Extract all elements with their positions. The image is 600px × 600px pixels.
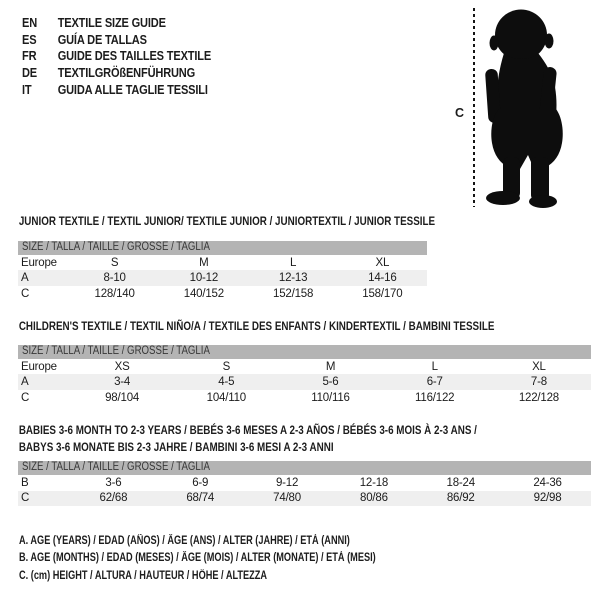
junior-textile-section	[18, 213, 436, 301]
table-cell: 68/74	[186, 492, 215, 505]
height-measure-dotted-line	[473, 8, 475, 207]
lang-code: EN	[22, 14, 38, 30]
lang-text: GUÍA DE TALLAS	[57, 31, 147, 47]
table-cell: 18-24	[446, 476, 475, 489]
language-header	[22, 14, 244, 98]
table-row	[18, 359, 591, 375]
table-title: BABYS 3-6 MONATE BIS 2-3 JAHRE / BAMBINI 3-6 MESI A 2-3 ANNI	[18, 440, 334, 455]
table-cell: S	[222, 360, 231, 373]
table-cell: 62/68	[99, 492, 128, 505]
table-cell: 80/86	[360, 492, 388, 505]
table-cell: L	[431, 360, 438, 373]
table-cell: 158/170	[362, 287, 403, 300]
lang-text: TEXTILE SIZE GUIDE	[57, 14, 166, 30]
lang-code: IT	[22, 82, 32, 98]
size-table	[18, 241, 427, 301]
table-cell: M	[325, 360, 336, 373]
table-cell: 74/80	[273, 492, 301, 505]
height-label-c: C	[455, 106, 465, 120]
row-label: B	[21, 476, 29, 489]
table-cell: 86/92	[446, 492, 475, 505]
lang-text: GUIDA ALLE TAGLIE TESSILI	[57, 82, 208, 98]
table-cell: 110/116	[311, 391, 350, 404]
table-cell: 140/152	[183, 287, 224, 300]
footnote-b: B. AGE (MONTHS) / EDAD (MESES) / ÂGE (MOIS) / ALTER (MONATE) / ETÀ (MESI)	[19, 552, 376, 565]
table-cell: 12-18	[359, 476, 389, 489]
table-cell: 98/104	[105, 391, 140, 404]
table-row	[18, 491, 591, 507]
table-row	[18, 374, 591, 390]
row-label: Europe	[21, 360, 57, 373]
lang-code: ES	[22, 31, 37, 47]
row-label: C	[21, 287, 30, 300]
table-title: CHILDREN'S TEXTILE / TEXTIL NIÑO/A / TEXTILE DES ENFANTS / KINDERTEXTIL / BAMBINI TESSILE	[18, 319, 495, 333]
table-cell: 4-5	[218, 376, 235, 389]
baby-silhouette-image	[482, 9, 574, 209]
size-header-bar	[18, 241, 427, 255]
table-cell: XL	[375, 256, 390, 269]
table-row	[18, 270, 427, 286]
table-cell: 6-7	[426, 376, 443, 389]
row-label: A	[21, 272, 29, 285]
table-title: JUNIOR TEXTILE / TEXTIL JUNIOR/ TEXTILE JUNIOR / JUNIORTEXTIL / JUNIOR TESSILE	[18, 214, 436, 228]
lang-code: FR	[22, 48, 37, 64]
lang-text: GUIDE DES TAILLES TEXTILE	[57, 48, 212, 64]
size-header-label: SIZE / TALLA / TAILLE / GRÖSSE / TAGLIA	[22, 461, 210, 474]
footnotes	[19, 533, 465, 585]
table-cell: S	[110, 256, 119, 269]
lang-code: DE	[22, 65, 38, 81]
table-cell: L	[290, 256, 297, 269]
table-cell: 122/128	[518, 391, 559, 404]
table-row	[18, 475, 591, 491]
table-cell: XS	[114, 360, 130, 373]
row-label: C	[21, 391, 30, 404]
lang-row-en	[22, 14, 211, 31]
size-table	[18, 461, 591, 506]
table-cell: 7-8	[530, 376, 547, 389]
footnote-c: C. (cm) HEIGHT / ALTURA / HAUTEUR / HÖHE / ALTEZZA	[19, 569, 268, 582]
size-header-bar	[18, 461, 591, 475]
table-cell: 12-13	[278, 272, 308, 285]
table-cell: 104/110	[206, 391, 246, 404]
table-cell: 3-4	[114, 376, 131, 389]
row-label: Europe	[21, 256, 57, 269]
table-cell: M	[199, 256, 209, 269]
lang-row-it	[22, 81, 211, 98]
footnote-a: A. AGE (YEARS) / EDAD (AÑOS) / ÂGE (ANS) / ALTER (JAHRE) / ETÀ (ANNI)	[19, 535, 350, 547]
babies-textile-section	[18, 422, 591, 506]
table-cell: 5-6	[322, 376, 339, 389]
table-cell: 14-16	[368, 272, 397, 285]
lang-row-fr	[22, 48, 211, 65]
table-row	[18, 390, 591, 406]
row-label: A	[21, 376, 29, 389]
lang-row-es	[22, 31, 211, 48]
lang-row-de	[22, 64, 211, 81]
table-row	[18, 255, 427, 271]
table-cell: 10-12	[189, 272, 219, 285]
row-label: C	[21, 492, 30, 505]
table-cell: 116/122	[415, 391, 455, 404]
size-header-bar	[18, 345, 591, 359]
table-cell: 6-9	[192, 476, 209, 489]
table-cell: 3-6	[105, 476, 122, 489]
size-header-label: SIZE / TALLA / TAILLE / GRÖSSE / TAGLIA	[22, 345, 210, 358]
table-title: BABIES 3-6 MONTH TO 2-3 YEARS / BEBÉS 3-6 MESES A 2-3 AÑOS / BÉBÉS 3-6 MOIS À 2-3 ANS /	[18, 423, 477, 437]
table-cell: 92/98	[533, 492, 562, 505]
lang-text: TEXTILGRÖßENFÜHRUNG	[57, 65, 196, 81]
children-textile-section	[18, 318, 591, 405]
size-table	[18, 345, 591, 405]
table-cell: 9-12	[275, 476, 299, 489]
size-header-label: SIZE / TALLA / TAILLE / GRÖSSE / TAGLIA	[22, 241, 210, 254]
table-cell: 128/140	[94, 287, 135, 300]
table-cell: 152/158	[273, 287, 314, 300]
table-cell: XL	[532, 360, 546, 373]
table-cell: 24-36	[533, 476, 562, 489]
table-row	[18, 286, 427, 302]
table-cell: 8-10	[103, 272, 126, 285]
